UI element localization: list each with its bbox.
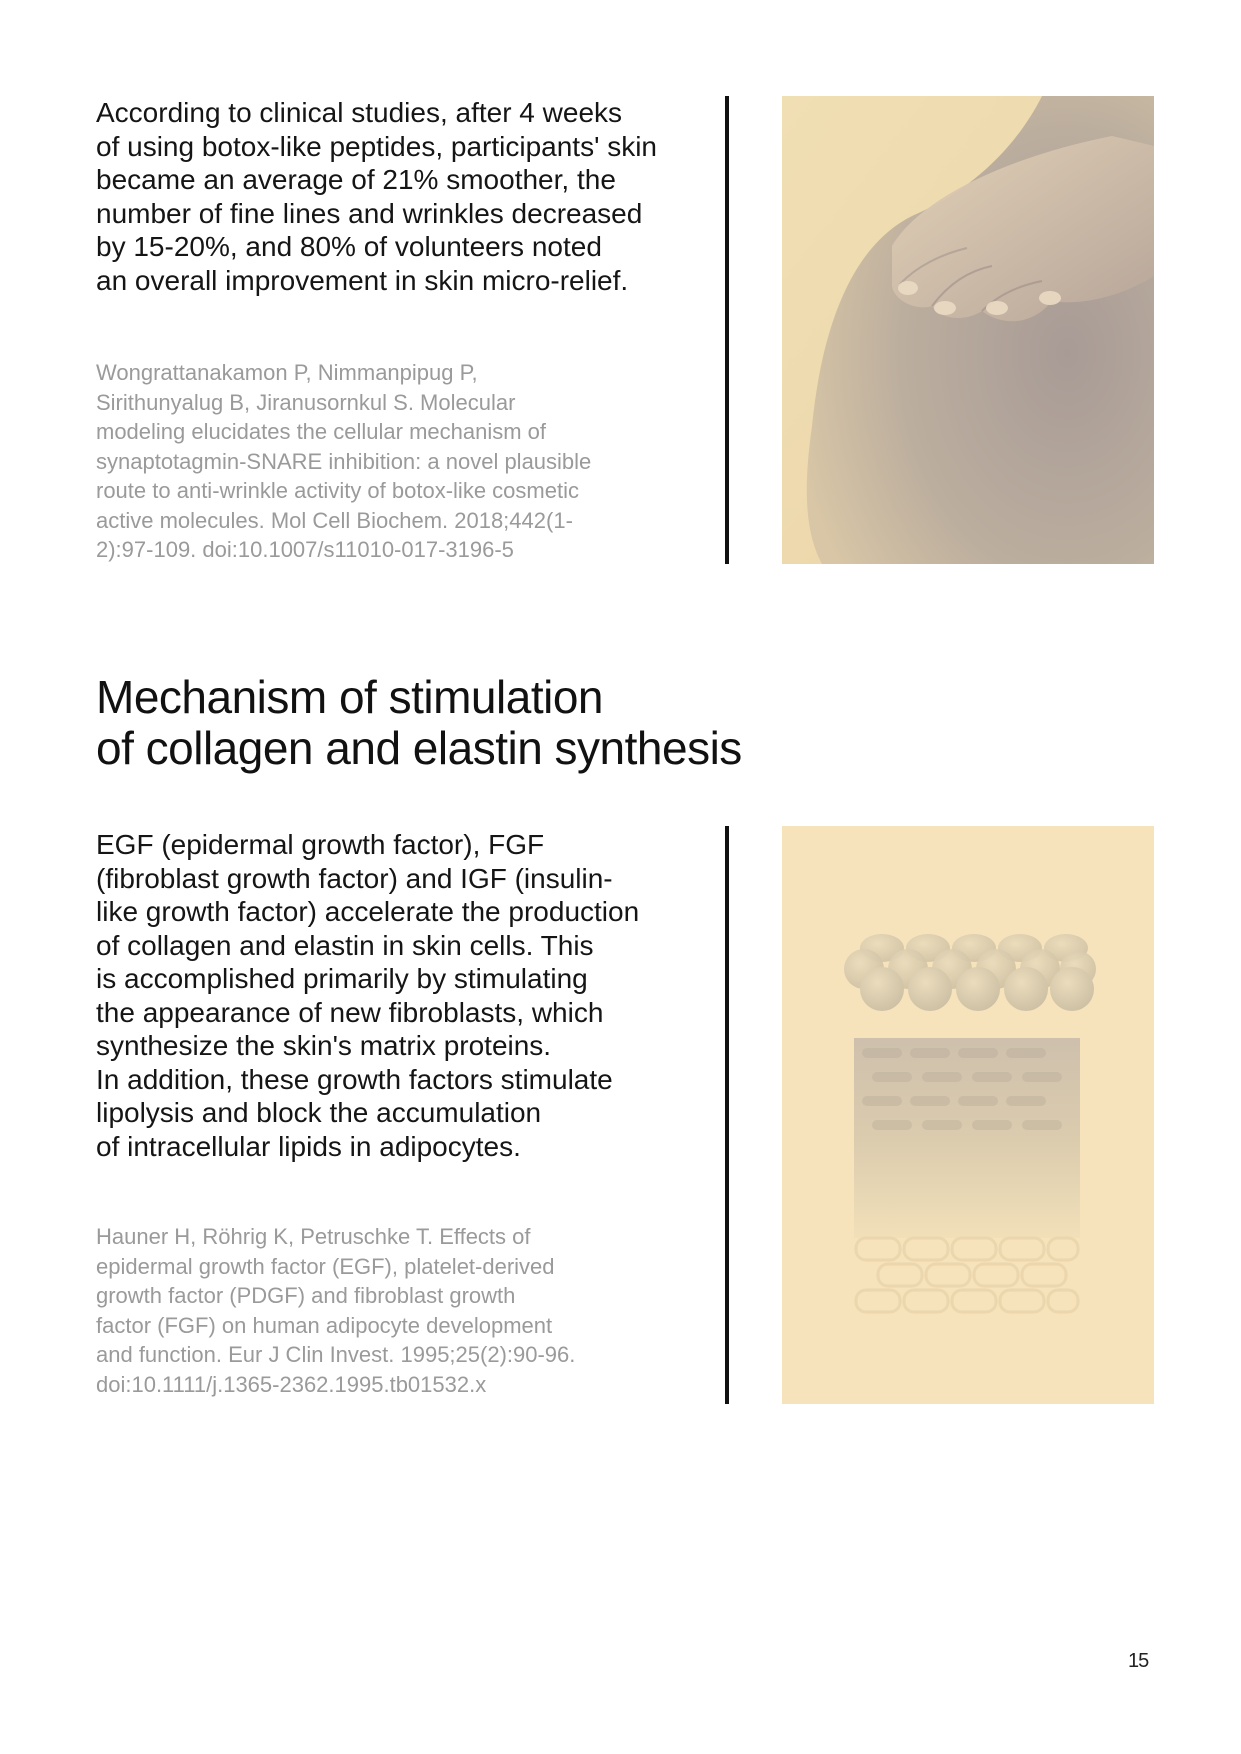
- vertical-divider: [725, 826, 729, 1404]
- page-number: 15: [1128, 1650, 1149, 1672]
- vertical-divider: [725, 96, 729, 564]
- reference-citation: Wongrattanakamon P, Nimmanpipug P, Sirithunyalug B, Jiranusornkul S. Molecular modeling elucidates the cellular mechanism of synaptotagmin-SNARE inhibition: a novel plausible route to anti-wrinkle activity of botox-like cosmetic active molecules. Mol Cell Biochem. 2018;442(1- 2):97-109. doi:10.1007/s11010-017-3196-5: [96, 360, 592, 562]
- reference-citation: Hauner H, Röhrig K, Petruschke T. Effects of epidermal growth factor (EGF), platelet-derived growth factor (PDGF) and fibroblast growth factor (FGF) on human adipocyte development and function. Eur J Clin Invest. 1995;25(2):90-96. doi:10.1111/j.1365-2362.1995.tb01532.x: [96, 1224, 576, 1397]
- body-paragraph: EGF (epidermal growth factor), FGF (fibroblast growth factor) and IGF (insulin- like growth factor) accelerate the production of collagen and elastin in skin cells. This is accomplished primarily by stimulating the appearance of new fibroblasts, which synthesize the skin's matrix proteins. In addition, these growth factors stimulate lipolysis and block the accumulation of intracellular lipids in adipocytes.: [96, 829, 640, 1162]
- shoulder-hand-photo: [782, 96, 1154, 564]
- skin-layers-illustration: [782, 826, 1154, 1404]
- section-heading: Mechanism of stimulation of collagen and elastin synthesis: [96, 671, 742, 774]
- body-paragraph: According to clinical studies, after 4 weeks of using botox-like peptides, participants' skin became an average of 21% smoother, the number of fine lines and wrinkles decreased by 15-20%, and 80% of volunteers noted an overall improvement in skin micro-relief.: [96, 97, 657, 296]
